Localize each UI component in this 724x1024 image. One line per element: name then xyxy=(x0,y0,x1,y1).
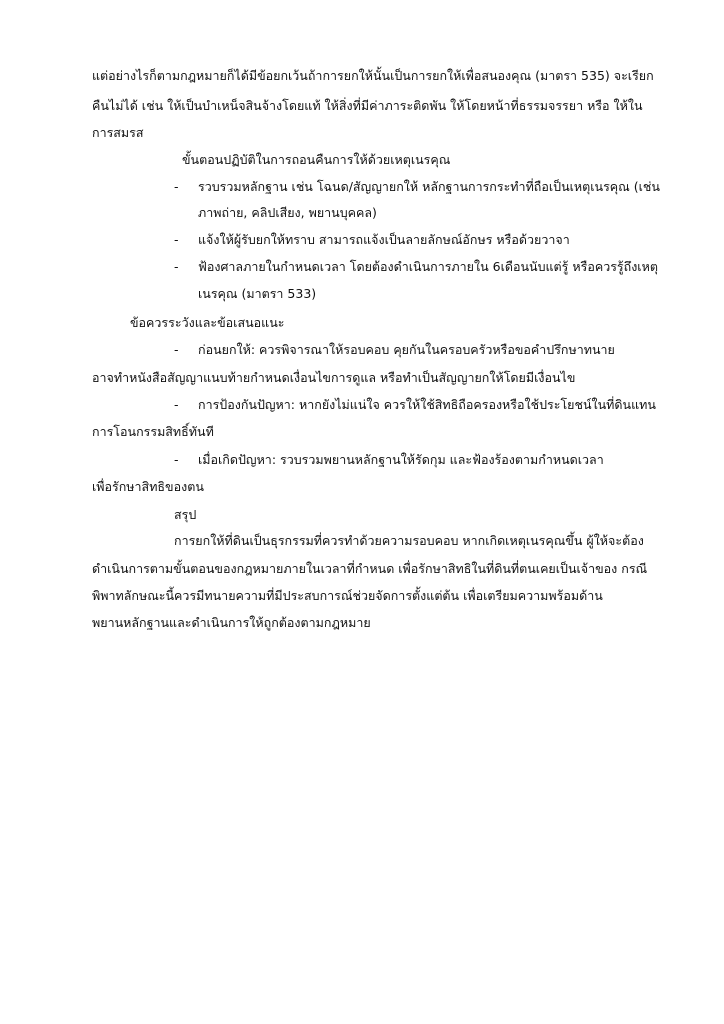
summary-line-4: พยานหลักฐานและดำเนินการให้ถูกต้องตามกฎหมาย xyxy=(92,615,371,630)
procedure-item-1-line-1: รวบรวมหลักฐาน เช่น โฉนด/สัญญายกให้ หลักฐานการกระทำที่ถือเป็นเหตุเนรคุณ (เช่น xyxy=(198,179,660,194)
caution-item-3-line-1: เมื่อเกิดปัญหา: รวบรวมพยานหลักฐานให้รัดกุม และฟ้องร้องตามกำหนดเวลา xyxy=(198,452,604,467)
bullet-dash: - xyxy=(174,259,179,274)
paragraph1-line-1: แต่อย่างไรก็ตามกฎหมายก็ได้มีข้อยกเว้นถ้าการยกให้นั้นเป็นการยกให้เพื่อสนองคุณ (มาตรา 535) จะเรียก xyxy=(92,68,654,83)
paragraph1-line-3: การสมรส xyxy=(92,125,144,140)
summary-heading: สรุป xyxy=(174,507,197,522)
caution-item-2-line-1: การป้องกันปัญหา: หากยังไม่แน่ใจ ควรให้ใช้สิทธิถือครองหรือใช้ประโยชน์ในที่ดินแทน xyxy=(198,397,656,412)
caution-item-3-line-2: เพื่อรักษาสิทธิของตน xyxy=(92,479,204,494)
procedure-item-3-line-2: เนรคุณ (มาตรา 533) xyxy=(198,286,317,301)
bullet-dash: - xyxy=(174,232,179,247)
procedure-item-1-line-2: ภาพถ่าย, คลิปเสียง, พยานบุคคล) xyxy=(198,205,377,220)
caution-item-1-line-1: ก่อนยกให้: ควรพิจารณาให้รอบคอบ คุยกันในครอบครัวหรือขอคำปรึกษาทนาย xyxy=(198,342,615,357)
caution-item-2-line-2: การโอนกรรมสิทธิ์ทันที xyxy=(92,424,214,439)
procedure-item-2-line-1: แจ้งให้ผู้รับยกให้ทราบ สามารถแจ้งเป็นลายลักษณ์อักษร หรือด้วยวาจา xyxy=(198,232,570,247)
summary-line-3: พิพาทลักษณะนี้ควรมีทนายความที่มีประสบการณ์ช่วยจัดการตั้งแต่ต้น เพื่อเตรียมความพร้อมด้าน xyxy=(92,588,603,603)
procedure-item-3-line-1: ฟ้องศาลภายในกำหนดเวลา โดยต้องดำเนินการภายใน 6เดือนนับแต่รู้ หรือควรรู้ถึงเหตุ xyxy=(198,259,658,274)
bullet-dash: - xyxy=(174,397,179,412)
cautions-heading: ข้อควรระวังและข้อเสนอแนะ xyxy=(130,315,285,330)
paragraph1-line-2: คืนไม่ได้ เช่น ให้เป็นบำเหน็จสินจ้างโดยแท้ ให้สิ่งที่มีค่าภาระติดพัน ให้โดยหน้าที่ธรรมจรรยา หรือ ให้ใน xyxy=(92,98,643,113)
caution-item-1-line-2: อาจทำหนังสือสัญญาแนบท้ายกำหนดเงื่อนไขการดูแล หรือทำเป็นสัญญายกให้โดยมีเงื่อนไข xyxy=(92,370,576,385)
bullet-dash: - xyxy=(174,452,179,467)
summary-line-2: ดำเนินการตามขั้นตอนของกฎหมายภายในเวลาที่กำหนด เพื่อรักษาสิทธิในที่ดินที่ตนเคยเป็นเจ้าของ กรณี xyxy=(92,561,648,576)
bullet-dash: - xyxy=(174,342,179,357)
summary-line-1: การยกให้ที่ดินเป็นธุรกรรมที่ควรทำด้วยความรอบคอบ หากเกิดเหตุเนรคุณขึ้น ผู้ให้จะต้อง xyxy=(174,533,644,548)
procedure-heading: ขั้นตอนปฏิบัติในการถอนคืนการให้ด้วยเหตุเนรคุณ xyxy=(182,152,451,167)
bullet-dash: - xyxy=(174,179,179,194)
